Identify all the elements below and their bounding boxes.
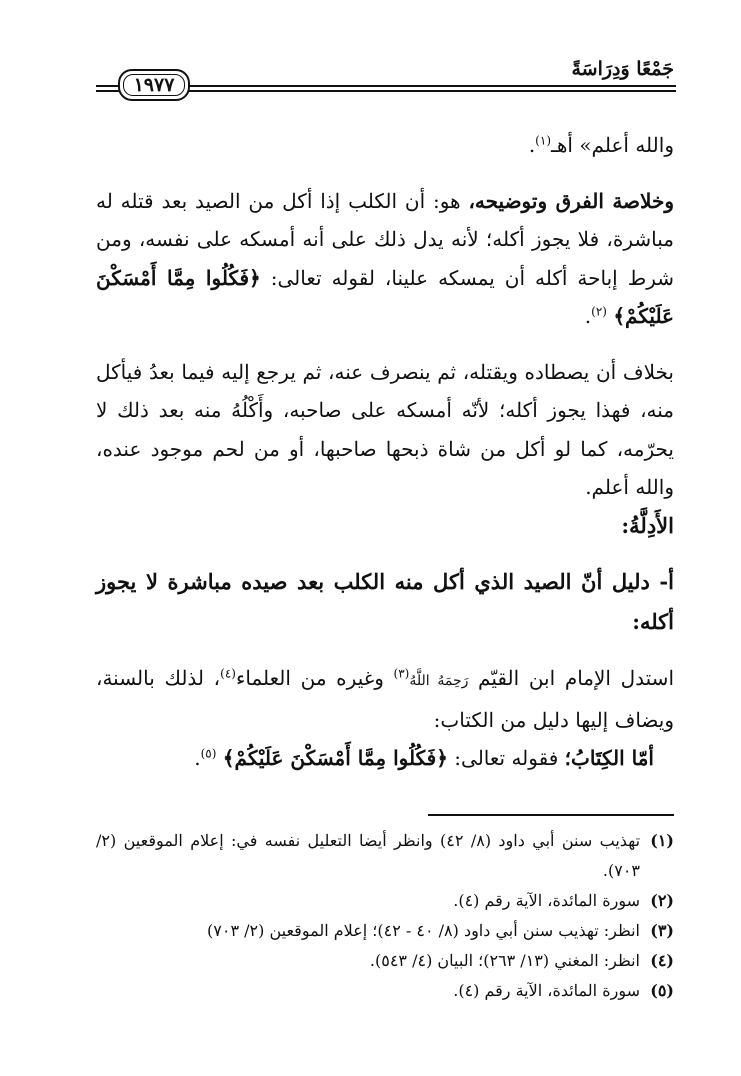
footnote-ref-2: (٢) [591,304,607,319]
footnote-text: سورة المائدة، الآية رقم (٤). [453,891,640,910]
footnote-text: سورة المائدة، الآية رقم (٤). [453,981,640,1000]
footnote-number: (١) [650,831,674,850]
footnote-number: (٢) [650,891,674,910]
p2-end: . [584,304,592,328]
p2-text: هو: أن الكلب إذا أكل من الصيد بعد قتله له مباشرة، فلا يجوز أكله؛ لأنه يدل ذلك على أنه أمسكه على نفسه، ومن شرط إباحة أكله أن يمسكه علينا، لقوله تعالى: [96,188,675,290]
paragraph-3: بخلاف أن يصطاده ويقتله، ثم ينصرف عنه، ثم يرجع إليه فيما بعدُ فيأكل منه، فهذا يجوز أكله؛ لأنّه أمسكه على صاحبه، وأَكْلُهُ منه بعد ذلك لا يحرّمه، كما لو أكل من شاة ذبحها صاحبها، أو من لحم موجود عنده، والله أعلم. [96,359,674,499]
p2-bold-lead: وخلاصة الفرق وتوضيحه، [468,188,674,213]
paragraph-4 [96,659,674,739]
book-title: جَمْعًا وَدِرَاسَةً [571,58,674,80]
footnote-number: (٣) [650,921,674,940]
paragraph-1 [96,126,674,165]
quran-verse-2: ﴿فَكُلُوا مِمَّا أَمْسَكْنَ عَلَيْكُمْ﴾ [222,746,448,770]
footnote-text: انظر: تهذيب سنن أبي داود (٨/ ٤٠ - ٤٢)؛ إعلام الموقعين (٢/ ٧٠٣) [207,921,640,940]
p1-end: . [528,133,536,157]
page-number: ١٩٧٧ [133,74,175,96]
evidence-heading: الأَدِلَّةُ: [621,512,674,538]
footnote-separator [428,814,674,816]
footnote-text: انظر: المغني (١٣/ ٢٦٣)؛ البيان (٤/ ٥٤٣). [369,951,640,970]
footnotes [96,826,674,1006]
p4-text-c: ، لذلك بالسنة، ويضاف إليها دليل من الكتاب: [96,666,674,732]
footnote-1 [96,826,674,886]
paragraph-2 [96,182,674,336]
section-a-heading: أ- دليل أنّ الصيد الذي أكل منه الكلب بعد صيده مباشرة لا يجوز أكله: [96,569,674,634]
footnote-text: تهذيب سنن أبي داود (٨/ ٤٢) وانظر أيضا التعليل نفسه في: إعلام الموقعين (٢/ ٧٠٣). [96,831,641,880]
footnote-4 [96,946,674,976]
p4-text-b: وغيره من العلماء [235,666,394,690]
footnote-number: (٤) [650,951,674,970]
p1-text: والله أعلم» أهـ [551,133,674,157]
footnote-3 [96,916,674,946]
p5-text: فقوله تعالى: [447,746,565,770]
footnote-2 [96,886,674,916]
page-number-badge [118,69,190,101]
p4-text-a: استدل الإمام ابن القيّم [468,666,674,690]
paragraph-5 [96,739,674,778]
footnote-ref-1: (١) [535,133,551,148]
p5-bold-lead: أمّا الكِتَابُ؛ [564,746,654,770]
honorific: رَحِمَهُ اللَّهُ [409,673,469,689]
footnote-ref-3: (٣) [393,666,410,681]
quran-verse-1: ﴿فَكُلُوا مِمَّا أَمْسَكْنَ عَلَيْكُمْ﴾ [96,265,674,328]
footnote-ref-4: (٤) [220,666,236,681]
main-text [96,126,674,778]
page-header [96,54,676,114]
footnote-ref-5: (٥) [200,746,217,761]
p5-end: . [194,746,201,770]
footnote-5 [96,976,674,1006]
footnote-number: (٥) [650,981,674,1000]
